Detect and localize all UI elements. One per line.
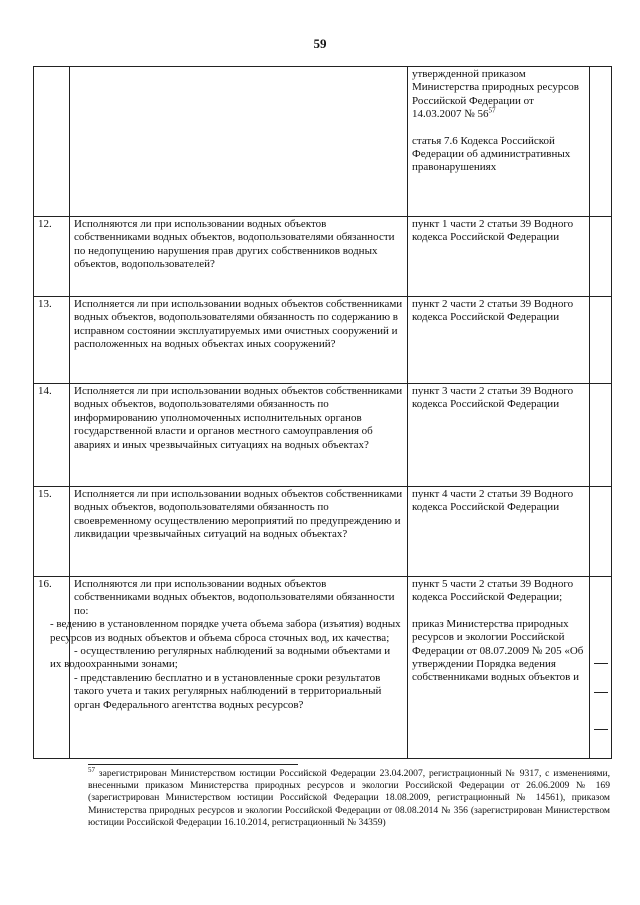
- table-row: [34, 487, 612, 577]
- question-cell: Исполняется ли при использовании водных объектов собственниками водных объектов, водопользователями обязанность по информированию уполномоченных исполнительных органов государственной власти и органов местного самоуправления об авариях и иных чрезвычайных ситуациях на водных объектах?: [70, 384, 408, 487]
- mark-cell: [590, 487, 612, 577]
- legal-reference: пункт 5 части 2 статьи 39 Водного кодекса Российской Федерации;: [412, 578, 574, 604]
- legal-reference-cell: пункт 1 части 2 статьи 39 Водного кодекса Российской Федерации: [408, 217, 590, 297]
- question-cell: [50, 577, 408, 759]
- page-number: 59: [313, 36, 327, 51]
- legal-reference-cell: пункт 2 части 2 статьи 39 Водного кодекса Российской Федерации: [408, 297, 590, 384]
- obligation-item: - представлению бесплатно и в установленные сроки результатов такого учета и таких регулярных наблюдений в территориальный орган Федерального агентства водных ресурсов?: [74, 671, 382, 711]
- question-cell: Исполняется ли при использовании водных объектов собственниками водных объектов, водопользователями обязанность по содержанию в исправном состоянии эксплуатируемых ими очистных сооружений и расположенных на водных объектах иных сооружений?: [70, 297, 408, 384]
- table-row: [34, 67, 612, 217]
- mark-subcell: [594, 578, 608, 664]
- obligation-item: - осуществлению регулярных наблюдений за водными объектами и их водоохранными зонами;: [50, 645, 391, 671]
- legal-reference: статья 7.6 Кодекса Российской Федерации об административных правонарушениях: [412, 134, 571, 174]
- row-number: 14.: [34, 384, 70, 487]
- footnote-divider: [88, 764, 298, 765]
- table-row: [34, 297, 612, 384]
- question-cell: [70, 67, 408, 217]
- legal-reference-cell: [408, 577, 590, 759]
- table-row: [34, 577, 612, 759]
- legal-reference-cell: [408, 67, 590, 217]
- mark-cell: [590, 384, 612, 487]
- legal-reference: приказ Министерства природных ресурсов и экологии Российской Федерации от 08.07.2009 № 205 «Об утверждении Порядка ведения собственниками водных объектов и: [412, 617, 584, 684]
- question-cell: Исполняются ли при использовании водных объектов собственниками водных объектов, водопользователями обязанности по недопущению нарушения прав других собственников водных объектов, водопользователей?: [70, 217, 408, 297]
- table-row: [34, 217, 612, 297]
- mark-subcell: [594, 664, 608, 693]
- footnote-marker: 57: [488, 106, 496, 115]
- mark-cell: [590, 577, 612, 759]
- mark-cell: [590, 67, 612, 217]
- obligation-item: - ведению в установленном порядке учета объема забора (изъятия) водных ресурсов из водных объектов и объема сброса сточных вод, их качества;: [50, 618, 401, 644]
- row-number: 15.: [34, 487, 70, 577]
- legal-reference-cell: пункт 4 части 2 статьи 39 Водного кодекса Российской Федерации: [408, 487, 590, 577]
- legal-reference: утвержденной приказом Министерства природных ресурсов Российской Федерации от 14.03.2007 № 56: [412, 68, 579, 121]
- question-intro: Исполняются ли при использовании водных объектов собственниками водных объектов, водопользователями обязанности по:: [74, 578, 395, 617]
- footnote-marker: 57: [88, 765, 95, 774]
- question-cell: Исполняется ли при использовании водных объектов собственниками водных объектов, водопользователями обязанность по своевременному осуществлению мероприятий по предупреждению и ликвидации чрезвычайных ситуаций на водных объектах?: [70, 487, 408, 577]
- mark-cell: [590, 297, 612, 384]
- row-number: 13.: [34, 297, 70, 384]
- footnote-text: зарегистрирован Министерством юстиции Российской Федерации 23.04.2007, регистрационный № 9317, с изменениями, внесенными приказом Министерства природных ресурсов и экологии Российской Федерации от 26.06.2009 № 169 (зарегистрирован Министерством юстиции Российской Федерации 18.08.2009, регистрационный № 14561), приказом Министерства природных ресурсов и экологии Российской Федерации от 08.08.2014 № 356 (зарегистрирован Министерством юстиции Российской Федерации 16.10.2014, регистрационный № 34359): [88, 768, 610, 828]
- legal-reference-cell: пункт 3 части 2 статьи 39 Водного кодекса Российской Федерации: [408, 384, 590, 487]
- row-number: 16.: [34, 577, 70, 759]
- checklist-table: [33, 66, 612, 759]
- mark-cell: [590, 217, 612, 297]
- table-row: [34, 384, 612, 487]
- row-number: [34, 67, 70, 217]
- row-number: 12.: [34, 217, 70, 297]
- mark-subcell: [594, 693, 608, 730]
- footnote: [88, 765, 610, 829]
